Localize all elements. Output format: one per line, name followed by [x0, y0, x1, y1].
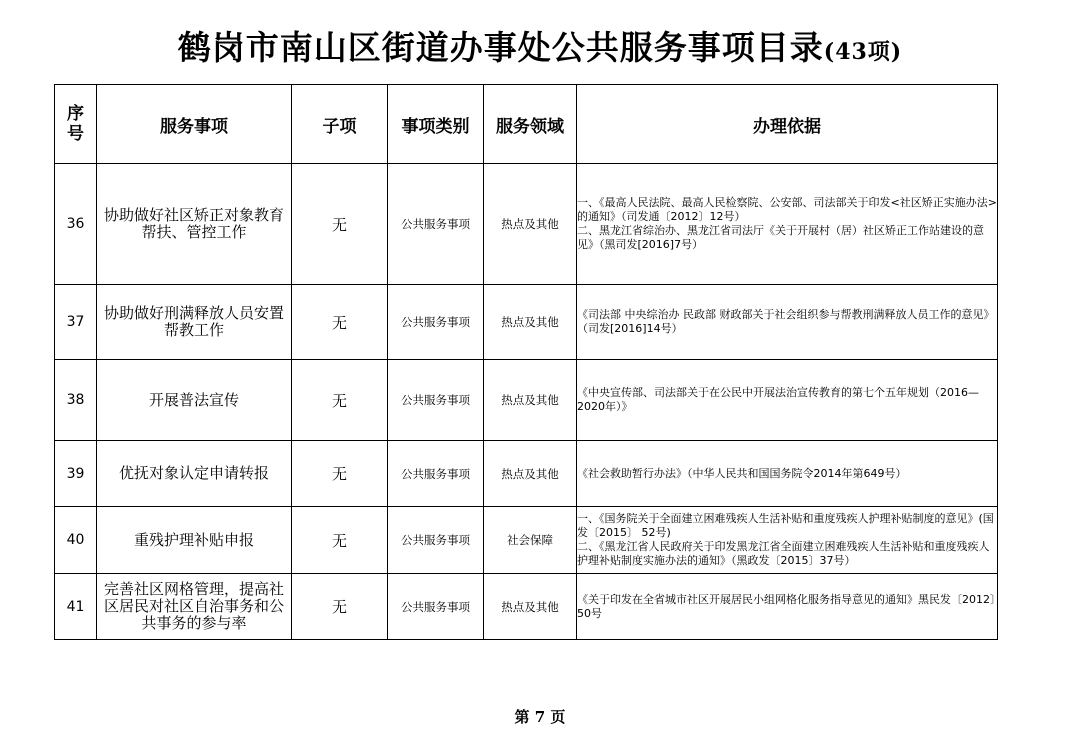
- header-sub-item: 子项: [292, 85, 388, 164]
- table-row: [55, 360, 998, 441]
- row-legal-basis: [577, 285, 998, 360]
- row-domain: 热点及其他: [484, 285, 577, 360]
- row-service-name: 开展普法宣传: [97, 360, 292, 441]
- header-service-domain: 服务领域: [484, 85, 577, 164]
- row-legal-basis: [577, 441, 998, 507]
- basis-line: 《社会救助暂行办法》（中华人民共和国国务院令2014年第649号）: [577, 466, 907, 480]
- row-legal-basis: [577, 164, 998, 285]
- row-category: 公共服务事项: [388, 441, 484, 507]
- basis-line: 一、《最高人民法院、最高人民检察院、公安部、司法部关于印发<社区矫正实施办法>的通知》（司发通〔2012〕12号）: [577, 196, 997, 223]
- row-service-name: 完善社区网格管理，提高社区居民对社区自治事务和公共事务的参与率: [97, 574, 292, 640]
- row-category: 公共服务事项: [388, 507, 484, 574]
- row-serial-number: 38: [55, 360, 97, 441]
- row-serial-number: 41: [55, 574, 97, 640]
- row-domain: 热点及其他: [484, 360, 577, 441]
- service-catalog-table: [54, 84, 998, 640]
- page-title-count: (43项): [823, 39, 903, 65]
- row-sub-item: 无: [292, 441, 388, 507]
- page-number: 第 7 页: [514, 708, 566, 726]
- row-sub-item: 无: [292, 507, 388, 574]
- row-serial-number: 40: [55, 507, 97, 574]
- row-sub-item: 无: [292, 164, 388, 285]
- row-domain: 热点及其他: [484, 441, 577, 507]
- table-row: [55, 285, 998, 360]
- header-serial-number: 序 号: [55, 85, 97, 164]
- row-sub-item: 无: [292, 285, 388, 360]
- row-legal-basis: [577, 360, 998, 441]
- table-header-row: [55, 85, 998, 164]
- table-row: [55, 164, 998, 285]
- row-domain: 热点及其他: [484, 574, 577, 640]
- row-category: 公共服务事项: [388, 574, 484, 640]
- row-service-name: 协助做好刑满释放人员安置帮教工作: [97, 285, 292, 360]
- header-legal-basis: 办理依据: [577, 85, 998, 164]
- row-serial-number: 36: [55, 164, 97, 285]
- row-service-name: 重残护理补贴申报: [97, 507, 292, 574]
- row-legal-basis: [577, 507, 998, 574]
- row-sub-item: 无: [292, 360, 388, 441]
- row-domain: 热点及其他: [484, 164, 577, 285]
- table-row: [55, 507, 998, 574]
- table-row: [55, 441, 998, 507]
- row-sub-item: 无: [292, 574, 388, 640]
- row-category: 公共服务事项: [388, 164, 484, 285]
- row-category: 公共服务事项: [388, 285, 484, 360]
- row-service-name: 优抚对象认定申请转报: [97, 441, 292, 507]
- row-domain: 社会保障: [484, 507, 577, 574]
- row-service-name: 协助做好社区矫正对象教育帮扶、管控工作: [97, 164, 292, 285]
- page-title-text: 鹤岗市南山区街道办事处公共服务事项目录: [177, 28, 824, 67]
- row-serial-number: 37: [55, 285, 97, 360]
- table-row: [55, 574, 998, 640]
- basis-line: 二、黑龙江省综治办、黑龙江省司法厅《关于开展村（居）社区矫正工作站建设的意见》（黑司发[2016]7号）: [577, 224, 984, 251]
- basis-line: 《中央宣传部、司法部关于在公民中开展法治宣传教育的第七个五年规划（2016—2020年）》: [577, 386, 979, 413]
- basis-line: 一、《国务院关于全面建立困难残疾人生活补贴和重度残疾人护理补贴制度的意见》(国发〔2015〕 52号): [577, 512, 994, 539]
- basis-line: 二、《黑龙江省人民政府关于印发黑龙江省全面建立困难残疾人生活补贴和重度残疾人护理补贴制度实施办法的通知》（黑政发〔2015〕37号）: [577, 540, 990, 567]
- page-title: [0, 22, 1080, 69]
- basis-line: 《关于印发在全省城市社区开展居民小组网格化服务指导意见的通知》黑民发〔2012〕50号: [577, 592, 996, 620]
- row-category: 公共服务事项: [388, 360, 484, 441]
- basis-line: 《司法部 中央综治办 民政部 财政部关于社会组织参与帮教刑满释放人员工作的意见》（司发[2016]14号）: [577, 308, 995, 335]
- header-item-category: 事项类别: [388, 85, 484, 164]
- row-legal-basis: [577, 574, 998, 640]
- row-serial-number: 39: [55, 441, 97, 507]
- header-service-item: 服务事项: [97, 85, 292, 164]
